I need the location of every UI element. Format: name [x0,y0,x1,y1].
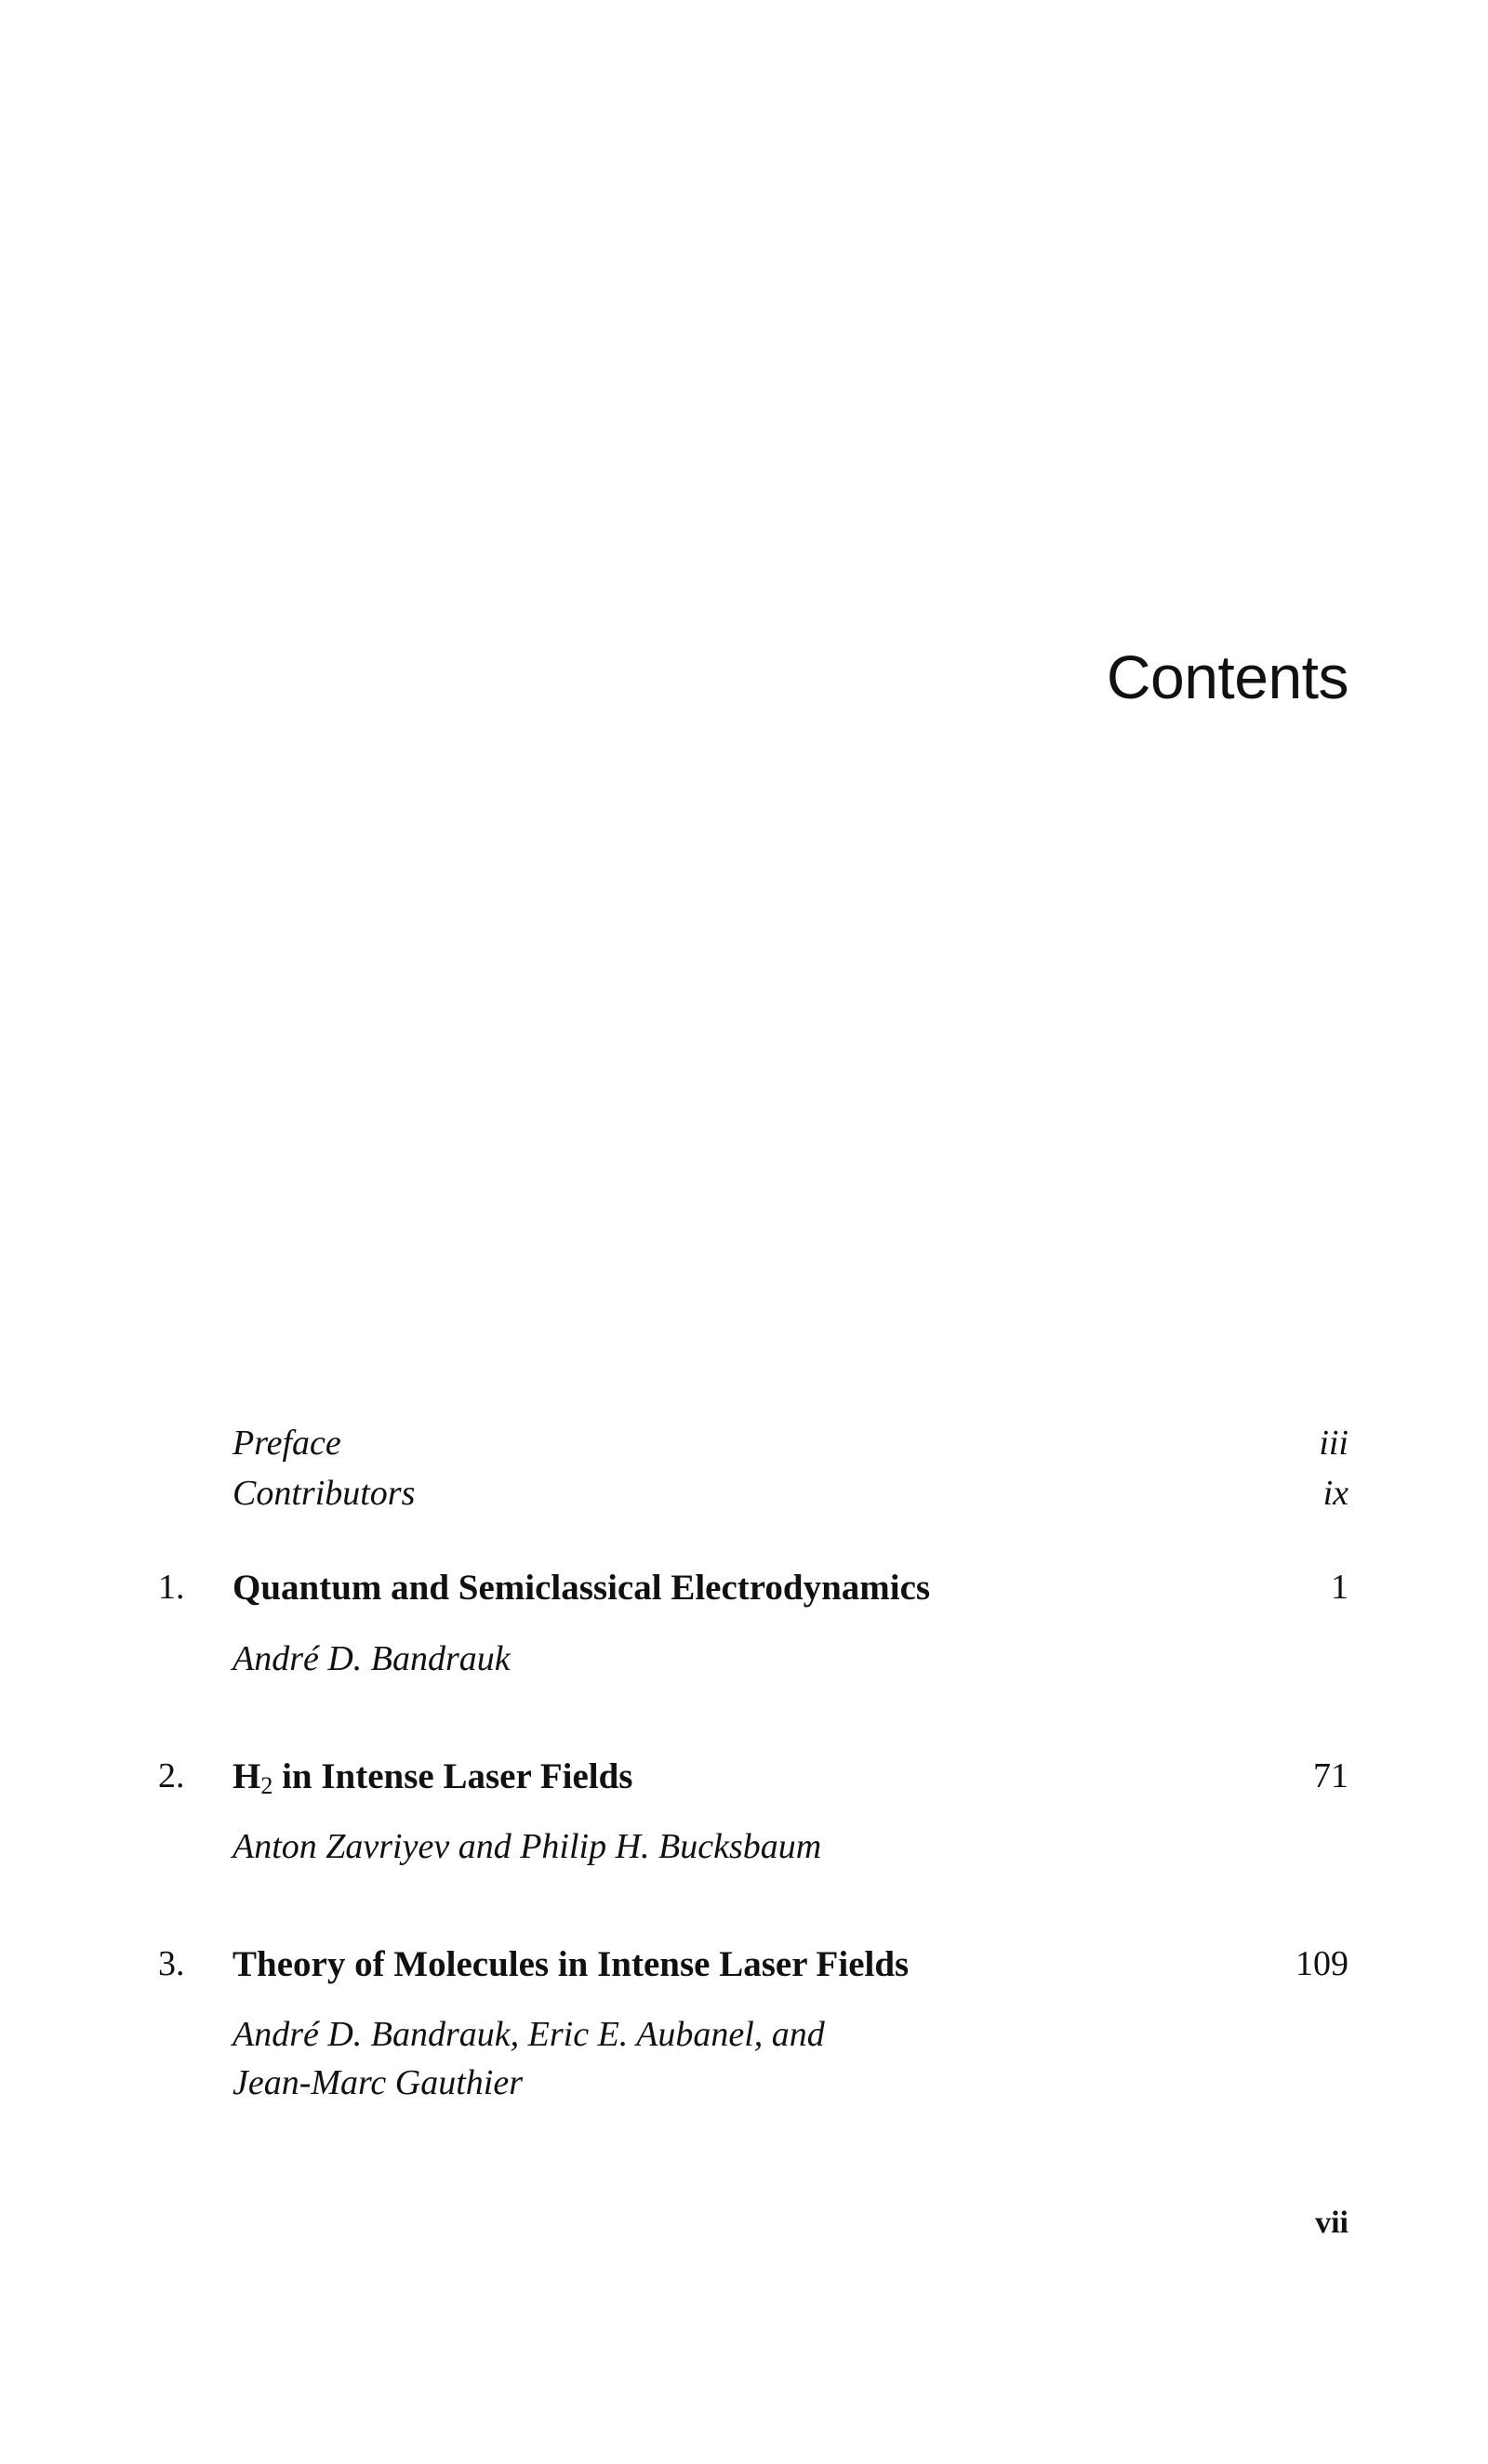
chapter-authors: André D. Bandrauk, Eric E. Aubanel, and [232,2015,825,2054]
chapter-number: 2. [158,1756,185,1795]
chapter-page: 71 [1313,1756,1348,1795]
toc-entry-title: Contributors [232,1474,416,1513]
chapter-authors: André D. Bandrauk [232,1639,511,1678]
chapter-authors: Anton Zavriyev and Philip H. Bucksbaum [232,1827,822,1866]
chapter-page: 109 [1295,1944,1348,1983]
toc-entry-chapter-3[interactable] [0,1943,1488,1999]
chapter-title: Theory of Molecules in Intense Laser Fields [232,1944,910,1984]
chapter-title-subscript: 2 [260,1772,273,1799]
toc-entry-preface[interactable] [0,1423,1488,1478]
chapter-title [232,1755,633,1800]
toc-entry-chapter-1[interactable] [0,1567,1488,1623]
chapter-authors-row [0,2014,1488,2070]
page-title: Contents [1106,642,1348,711]
toc-entry-title: Preface [232,1424,341,1463]
chapter-title-rest: in Intense Laser Fields [272,1756,633,1796]
chapter-title: Quantum and Semiclassical Electrodynamics [232,1568,931,1608]
chapter-authors: Jean-Marc Gauthier [232,2063,523,2102]
chapter-title-formula: H [232,1756,261,1796]
toc-entry-page: iii [1319,1424,1348,1463]
chapter-number: 1. [158,1568,185,1607]
chapter-authors-row [0,1826,1488,1882]
toc-entry-chapter-2[interactable] [0,1755,1488,1811]
toc-entry-page: ix [1322,1474,1348,1513]
chapter-number: 3. [158,1944,185,1983]
toc-entry-contributors[interactable] [0,1473,1488,1529]
page-number: vii [1315,2206,1348,2240]
chapter-authors-row [0,2062,1488,2118]
chapter-authors-row [0,1638,1488,1694]
chapter-page: 1 [1331,1568,1348,1607]
